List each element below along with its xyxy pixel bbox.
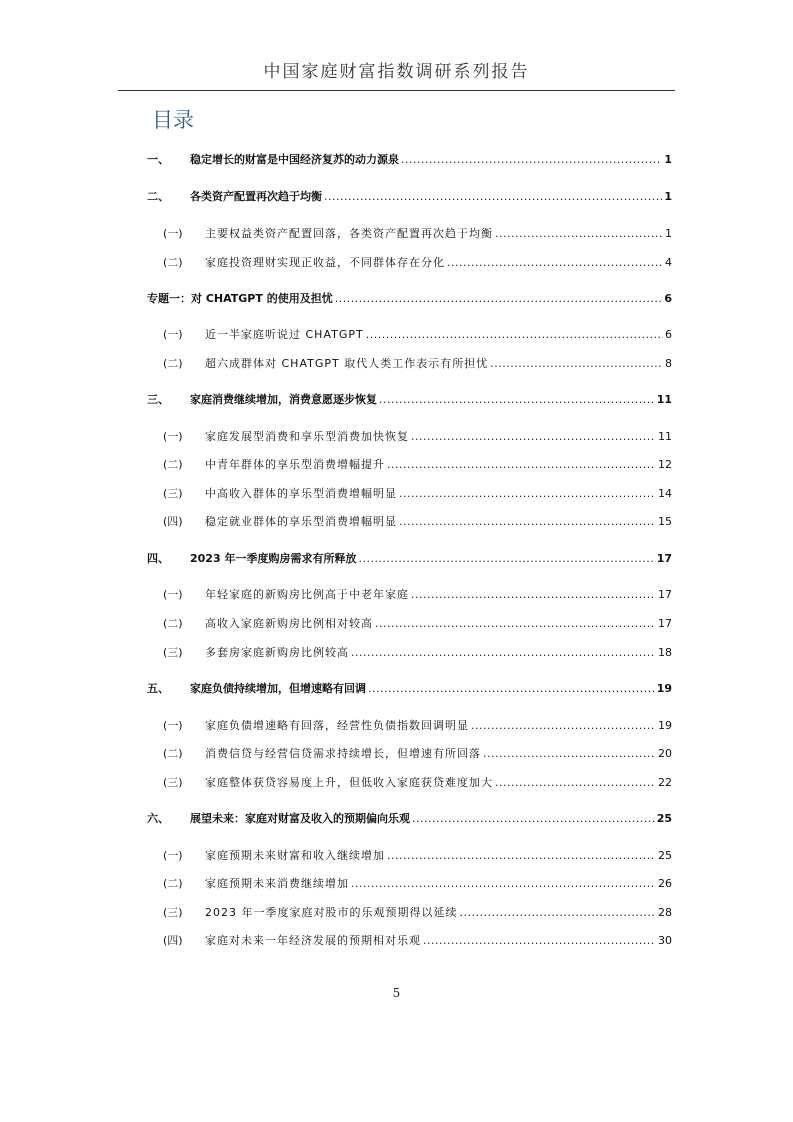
- toc-entry-number: 六、: [147, 812, 169, 825]
- toc-entry-text: 家庭负债增速略有回落，经营性负债指数回调明显: [205, 719, 469, 732]
- toc-entry-number: (一): [163, 849, 183, 862]
- toc-dot-leader: [366, 326, 663, 344]
- toc-entry-page: 18: [658, 646, 672, 659]
- toc-title: 目录: [152, 108, 194, 132]
- toc-entry-page: 4: [665, 256, 672, 269]
- toc-entry-text: 高收入家庭新购房比例相对较高: [205, 617, 373, 630]
- toc-entry[interactable]: [147, 810, 672, 828]
- toc-entry-text: 稳定就业群体的享乐型消费增幅明显: [205, 515, 397, 528]
- toc-entry-number: (二): [163, 458, 183, 471]
- toc-entry-text: 中青年群体的享乐型消费增幅提升: [205, 458, 385, 471]
- toc-entry-page: 12: [658, 458, 672, 471]
- toc-entry[interactable]: [147, 188, 672, 206]
- running-header: 中国家庭财富指数调研系列报告: [263, 62, 530, 82]
- toc-entry-text: 家庭预期未来财富和收入继续增加: [205, 849, 385, 862]
- toc-entry-number: (二): [163, 256, 183, 269]
- toc-dot-leader: [495, 774, 656, 792]
- toc-entry-page: 25: [656, 812, 672, 825]
- toc-entry-number: (二): [163, 357, 183, 370]
- toc-dot-leader: [387, 847, 656, 865]
- page-number: 5: [392, 986, 401, 1000]
- toc-dot-leader: [351, 875, 656, 893]
- toc-entry-page: 1: [664, 190, 672, 203]
- toc-entry[interactable]: [147, 290, 672, 308]
- toc-dot-leader: [495, 225, 663, 243]
- toc-entry-number: 五、: [147, 682, 169, 695]
- toc-entry-number: (一): [163, 588, 183, 601]
- toc-entry-text: 稳定增长的财富是中国经济复苏的动力源泉: [190, 153, 399, 166]
- toc-entry[interactable]: [163, 586, 672, 604]
- toc-entry-text: 专题一：对 CHATGPT 的使用及担忧: [147, 292, 333, 305]
- toc-entry-page: 14: [658, 487, 672, 500]
- toc-entry-page: 26: [658, 877, 672, 890]
- toc-entry[interactable]: [163, 904, 672, 922]
- toc-dot-leader: [483, 745, 656, 763]
- toc-entry[interactable]: [163, 615, 672, 633]
- toc-entry[interactable]: [147, 680, 672, 698]
- toc-dot-leader: [411, 428, 656, 446]
- toc-entry-page: 20: [658, 747, 672, 760]
- toc-dot-leader: [411, 586, 656, 604]
- toc-entry[interactable]: [163, 745, 672, 763]
- toc-dot-leader: [375, 615, 656, 633]
- toc-entry[interactable]: [163, 225, 672, 243]
- toc-dot-leader: [401, 151, 662, 169]
- toc-entry-page: 8: [665, 357, 672, 370]
- toc-entry-text: 家庭对未来一年经济发展的预期相对乐观: [205, 934, 421, 947]
- toc-entry[interactable]: [163, 456, 672, 474]
- toc-entry-number: (一): [163, 328, 183, 341]
- toc-entry-page: 25: [658, 849, 672, 862]
- toc-entry-page: 17: [656, 552, 672, 565]
- toc-entry-text: 中高收入群体的享乐型消费增幅明显: [205, 487, 397, 500]
- toc-entry-text: 展望未来：家庭对财富及收入的预期偏向乐观: [190, 812, 410, 825]
- toc-entry[interactable]: [163, 513, 672, 531]
- toc-entry-number: (三): [163, 646, 183, 659]
- toc-entry-number: 四、: [147, 552, 169, 565]
- toc-dot-leader: [412, 810, 655, 828]
- toc-entry-page: 6: [664, 292, 672, 305]
- toc-entry-page: 19: [658, 719, 672, 732]
- toc-entry-page: 19: [656, 682, 672, 695]
- toc-entry-text: 家庭发展型消费和享乐型消费加快恢复: [205, 430, 409, 443]
- toc-entry-number: (三): [163, 776, 183, 789]
- toc-entry-page: 22: [658, 776, 672, 789]
- toc-entry[interactable]: [163, 485, 672, 503]
- toc-entry-number: (一): [163, 430, 183, 443]
- toc-dot-leader: [423, 932, 656, 950]
- toc-entry-text: 2023 年一季度购房需求有所释放: [190, 552, 357, 565]
- toc-dot-leader: [447, 254, 663, 272]
- toc-entry-text: 主要权益类资产配置回落，各类资产配置再次趋于均衡: [205, 227, 493, 240]
- toc-entry-text: 近一半家庭听说过 CHATGPT: [205, 328, 364, 341]
- toc-entry-number: 二、: [147, 190, 169, 203]
- toc-entry-page: 30: [658, 934, 672, 947]
- toc-entry[interactable]: [147, 391, 672, 409]
- toc-entry-number: 三、: [147, 393, 169, 406]
- toc-dot-leader: [471, 717, 656, 735]
- toc-entry-text: 消费信贷与经营信贷需求持续增长，但增速有所回落: [205, 747, 481, 760]
- toc-entry-text: 家庭投资理财实现正收益，不同群体存在分化: [205, 256, 445, 269]
- toc-dot-leader: [351, 644, 656, 662]
- toc-entry-number: (二): [163, 877, 183, 890]
- toc-dot-leader: [399, 513, 656, 531]
- toc-dot-leader: [358, 550, 654, 568]
- toc-entry-text: 家庭消费继续增加，消费意愿逐步恢复: [190, 393, 377, 406]
- toc-entry-number: (二): [163, 747, 183, 760]
- toc-dot-leader: [379, 391, 655, 409]
- toc-entry-number: 一、: [147, 153, 169, 166]
- toc-entry-number: (一): [163, 719, 183, 732]
- toc-entry-text: 家庭负债持续增加，但增速略有回调: [190, 682, 366, 695]
- toc-entry-page: 15: [658, 515, 672, 528]
- toc-entry[interactable]: [163, 932, 672, 950]
- toc-entry[interactable]: [163, 254, 672, 272]
- toc-entry-text: 超六成群体对 CHATGPT 取代人类工作表示有所担忧: [205, 357, 489, 370]
- toc-entry-page: 1: [664, 153, 672, 166]
- toc-dot-leader: [324, 188, 662, 206]
- toc-entry-page: 28: [658, 906, 672, 919]
- toc-dot-leader: [387, 456, 656, 474]
- toc-entry[interactable]: [163, 355, 672, 373]
- toc-entry-text: 各类资产配置再次趋于均衡: [190, 190, 322, 203]
- toc-entry[interactable]: [147, 550, 672, 568]
- toc-dot-leader: [460, 904, 657, 922]
- toc-entry[interactable]: [163, 717, 672, 735]
- toc-entry-number: (三): [163, 487, 183, 500]
- toc-entry[interactable]: [163, 644, 672, 662]
- toc-dot-leader: [368, 680, 655, 698]
- toc-entry[interactable]: [163, 847, 672, 865]
- toc-dot-leader: [335, 290, 663, 308]
- toc-entry[interactable]: [163, 774, 672, 792]
- toc-entry-page: 17: [658, 617, 672, 630]
- toc-entry-number: (四): [163, 515, 183, 528]
- toc-entry-page: 11: [658, 430, 672, 443]
- toc-entry-text: 家庭整体获贷容易度上升，但低收入家庭获贷难度加大: [205, 776, 493, 789]
- toc-entry-text: 年轻家庭的新购房比例高于中老年家庭: [205, 588, 409, 601]
- toc-entry-number: (四): [163, 934, 183, 947]
- toc-dot-leader: [490, 355, 663, 373]
- toc-entry-page: 11: [656, 393, 672, 406]
- toc-entry-page: 6: [665, 328, 672, 341]
- toc-entry[interactable]: [163, 428, 672, 446]
- toc-entry-text: 2023 年一季度家庭对股市的乐观预期得以延续: [205, 906, 458, 919]
- toc-entry-number: (一): [163, 227, 183, 240]
- toc-entry-page: 17: [658, 588, 672, 601]
- toc-entry[interactable]: [163, 875, 672, 893]
- toc-entry-text: 多套房家庭新购房比例较高: [205, 646, 349, 659]
- toc-entry-page: 1: [665, 227, 672, 240]
- toc-entry-text: 家庭预期未来消费继续增加: [205, 877, 349, 890]
- toc-entry-number: (三): [163, 906, 183, 919]
- toc-entry-number: (二): [163, 617, 183, 630]
- toc-entry[interactable]: [147, 151, 672, 169]
- toc-entry[interactable]: [163, 326, 672, 344]
- toc-dot-leader: [399, 485, 656, 503]
